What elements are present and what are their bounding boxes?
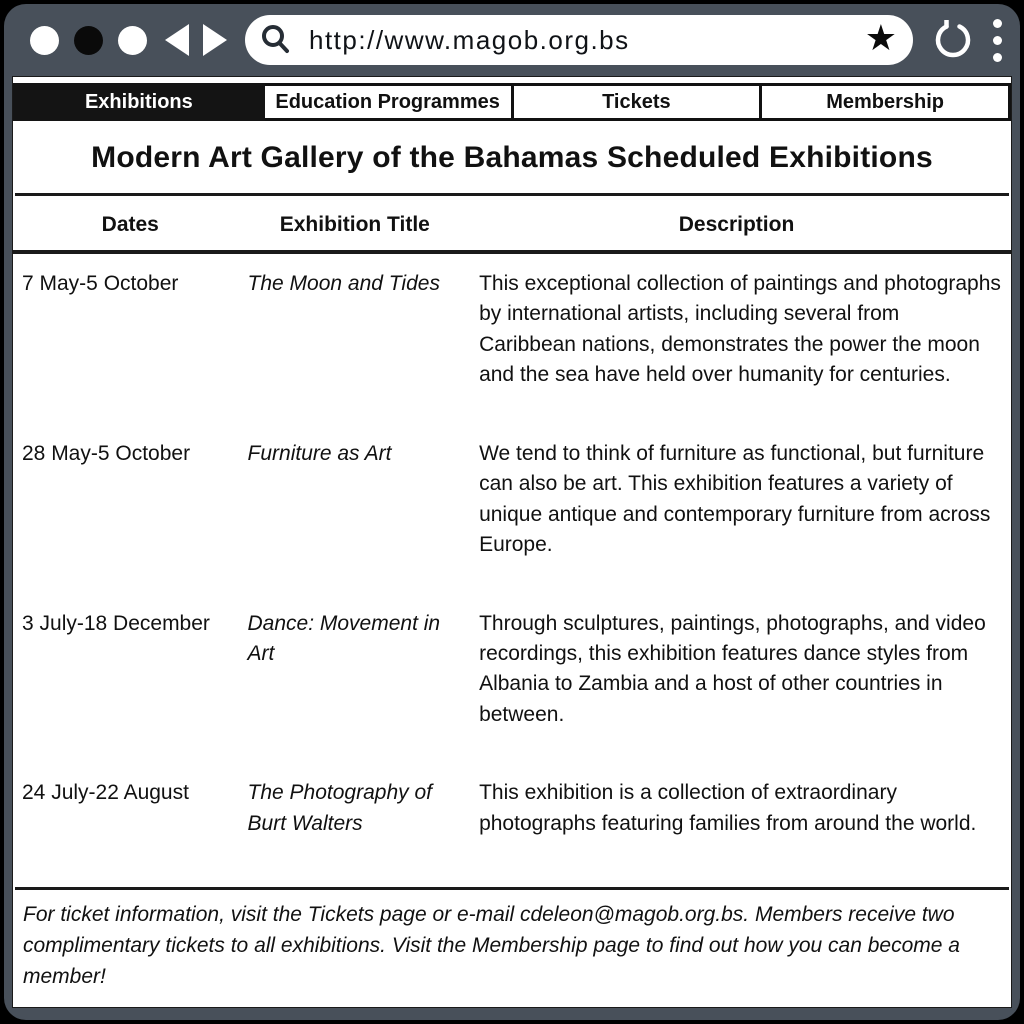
column-header-dates: Dates (13, 196, 248, 252)
forward-icon[interactable] (203, 24, 227, 56)
window-button-1[interactable] (30, 26, 59, 55)
window-buttons (30, 26, 147, 55)
row-dates: 28 May-5 October (22, 441, 191, 465)
row-exhibition-title: The Photography of Burt Walters (247, 781, 432, 835)
browser-window (4, 4, 1020, 1020)
nav-tab-education-programmes[interactable]: Education Programmes (265, 83, 514, 121)
window-button-3[interactable] (118, 26, 147, 55)
table-row (13, 252, 1011, 424)
row-description: This exceptional collection of paintings and photographs by international artists, including several from Caribbean nations, demonstrates the power the moon and the sea have held over humanity for centuries. (479, 272, 1001, 387)
table-row (13, 763, 1011, 872)
nav-tab-tickets[interactable]: Tickets (514, 83, 763, 121)
row-dates: 7 May-5 October (22, 272, 179, 295)
row-dates: 3 July-18 December (22, 611, 210, 635)
overflow-menu-icon[interactable] (993, 19, 1002, 62)
row-description: We tend to think of furniture as functional, but furniture can also be art. This exhibition features a variety of unique antique and contemporary furniture from across Europe. (479, 441, 991, 557)
row-description: This exhibition is a collection of extraordinary photographs featuring families from around the world. (479, 781, 977, 835)
table-header-row (13, 196, 1011, 252)
row-exhibition-title: Furniture as Art (247, 441, 392, 465)
row-exhibition-title: The Moon and Tides (247, 272, 440, 295)
site-navigation (13, 83, 1011, 121)
address-bar[interactable] (245, 15, 913, 65)
back-icon[interactable] (165, 24, 189, 56)
nav-tab-membership[interactable]: Membership (762, 83, 1011, 121)
row-exhibition-title: Dance: Movement in Art (247, 611, 441, 665)
exhibitions-table (13, 196, 1011, 872)
table-row (13, 594, 1011, 764)
url-text[interactable]: http://www.magob.org.bs (309, 24, 630, 55)
window-button-2[interactable] (74, 26, 103, 55)
web-page (12, 76, 1012, 1008)
footer-note: For ticket information, visit the Tickets page or e-mail cdeleon@magob.org.bs. Members receive two complimentary tickets to all exhibitions. Visit the Membership page to find out how you can become a member! (15, 887, 1009, 1007)
column-header-exhibition-title: Exhibition Title (248, 196, 463, 252)
browser-chrome (4, 4, 1020, 76)
row-dates: 24 July-22 August (22, 781, 189, 805)
title-section (15, 121, 1009, 196)
table-row (13, 424, 1011, 594)
row-description: Through sculptures, paintings, photographs, and video recordings, this exhibition features dance styles from Albania to Zambia and a host of other countries in between. (479, 611, 986, 726)
history-controls (165, 24, 227, 56)
column-header-description: Description (462, 196, 1011, 252)
nav-tab-exhibitions[interactable]: Exhibitions (13, 83, 265, 121)
search-icon (259, 23, 293, 57)
page-title: Modern Art Gallery of the Bahamas Scheduled Exhibitions (91, 141, 933, 174)
refresh-icon[interactable] (933, 20, 973, 60)
bookmark-star-icon[interactable]: ★ (864, 17, 897, 58)
